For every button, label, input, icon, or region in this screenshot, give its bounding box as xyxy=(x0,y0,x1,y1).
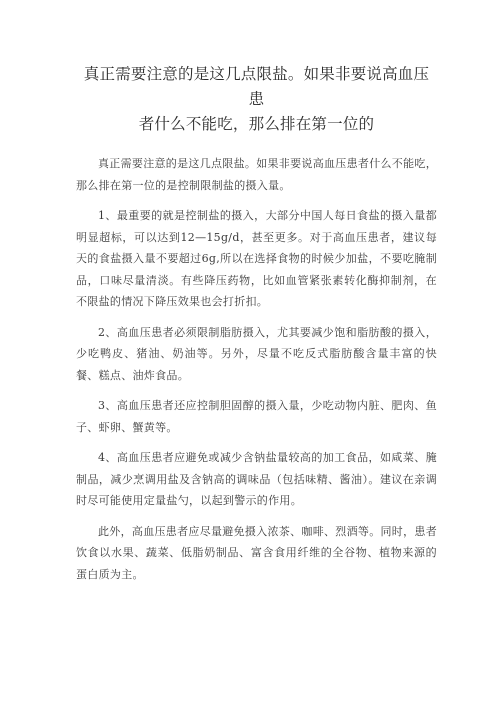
paragraph-salt: 1、最重要的就是控制盐的摄入，大部分中国人每日食盐的摄入量都明显超标，可以达到12—15g/d，甚至更多。对于高血压患者，建议每天的食盐摄入量不要超过6g,所以在选择食物的时候少加盐，不要吃腌制品，口味尽量清淡。有些降压药物，比如血管紧张素转化酶抑制剂，在不限盐的情况下降压效果也会打折扣。 xyxy=(76,209,437,308)
article-title xyxy=(76,62,437,137)
paragraph-processed-food: 4、高血压患者应避免或减少含钠盐量较高的加工食品，如咸菜、腌制品，减少烹调用盐及含钠高的调味品（包括味精、酱油）。建议在亲调时尽可能使用定量盐勺，以起到警示的作用。 xyxy=(76,451,437,507)
paragraph-cholesterol: 3、高血压患者还应控制胆固醇的摄入量，少吃动物内脏、肥肉、鱼子、虾卵、蟹黄等。 xyxy=(76,399,437,434)
paragraph-fat: 2、高血压患者必须限制脂肪摄入，尤其要减少饱和脂肪酸的摄入，少吃鸭皮、猪油、奶油等。另外，尽量不吃反式脂肪酸含量丰富的快餐、糕点、油炸食品。 xyxy=(76,325,437,382)
paragraph-conclusion: 此外，高血压患者应尽量避免摄入浓茶、咖啡、烈酒等。同时，患者饮食以水果、蔬菜、低脂奶制品、富含食用纤维的全谷物、植物来源的蛋白质为主。 xyxy=(76,524,437,581)
paragraph-intro: 真正需要注意的是这几点限盐。如果非要说高血压患者什么不能吃，那么排在第一位的是控制限制盐的摄入量。 xyxy=(76,157,437,192)
article-title-line-1: 真正需要注意的是这几点限盐。如果非要说高血压患 xyxy=(83,65,430,108)
article-title-line-2: 者什么不能吃，那么排在第一位的 xyxy=(138,115,375,133)
